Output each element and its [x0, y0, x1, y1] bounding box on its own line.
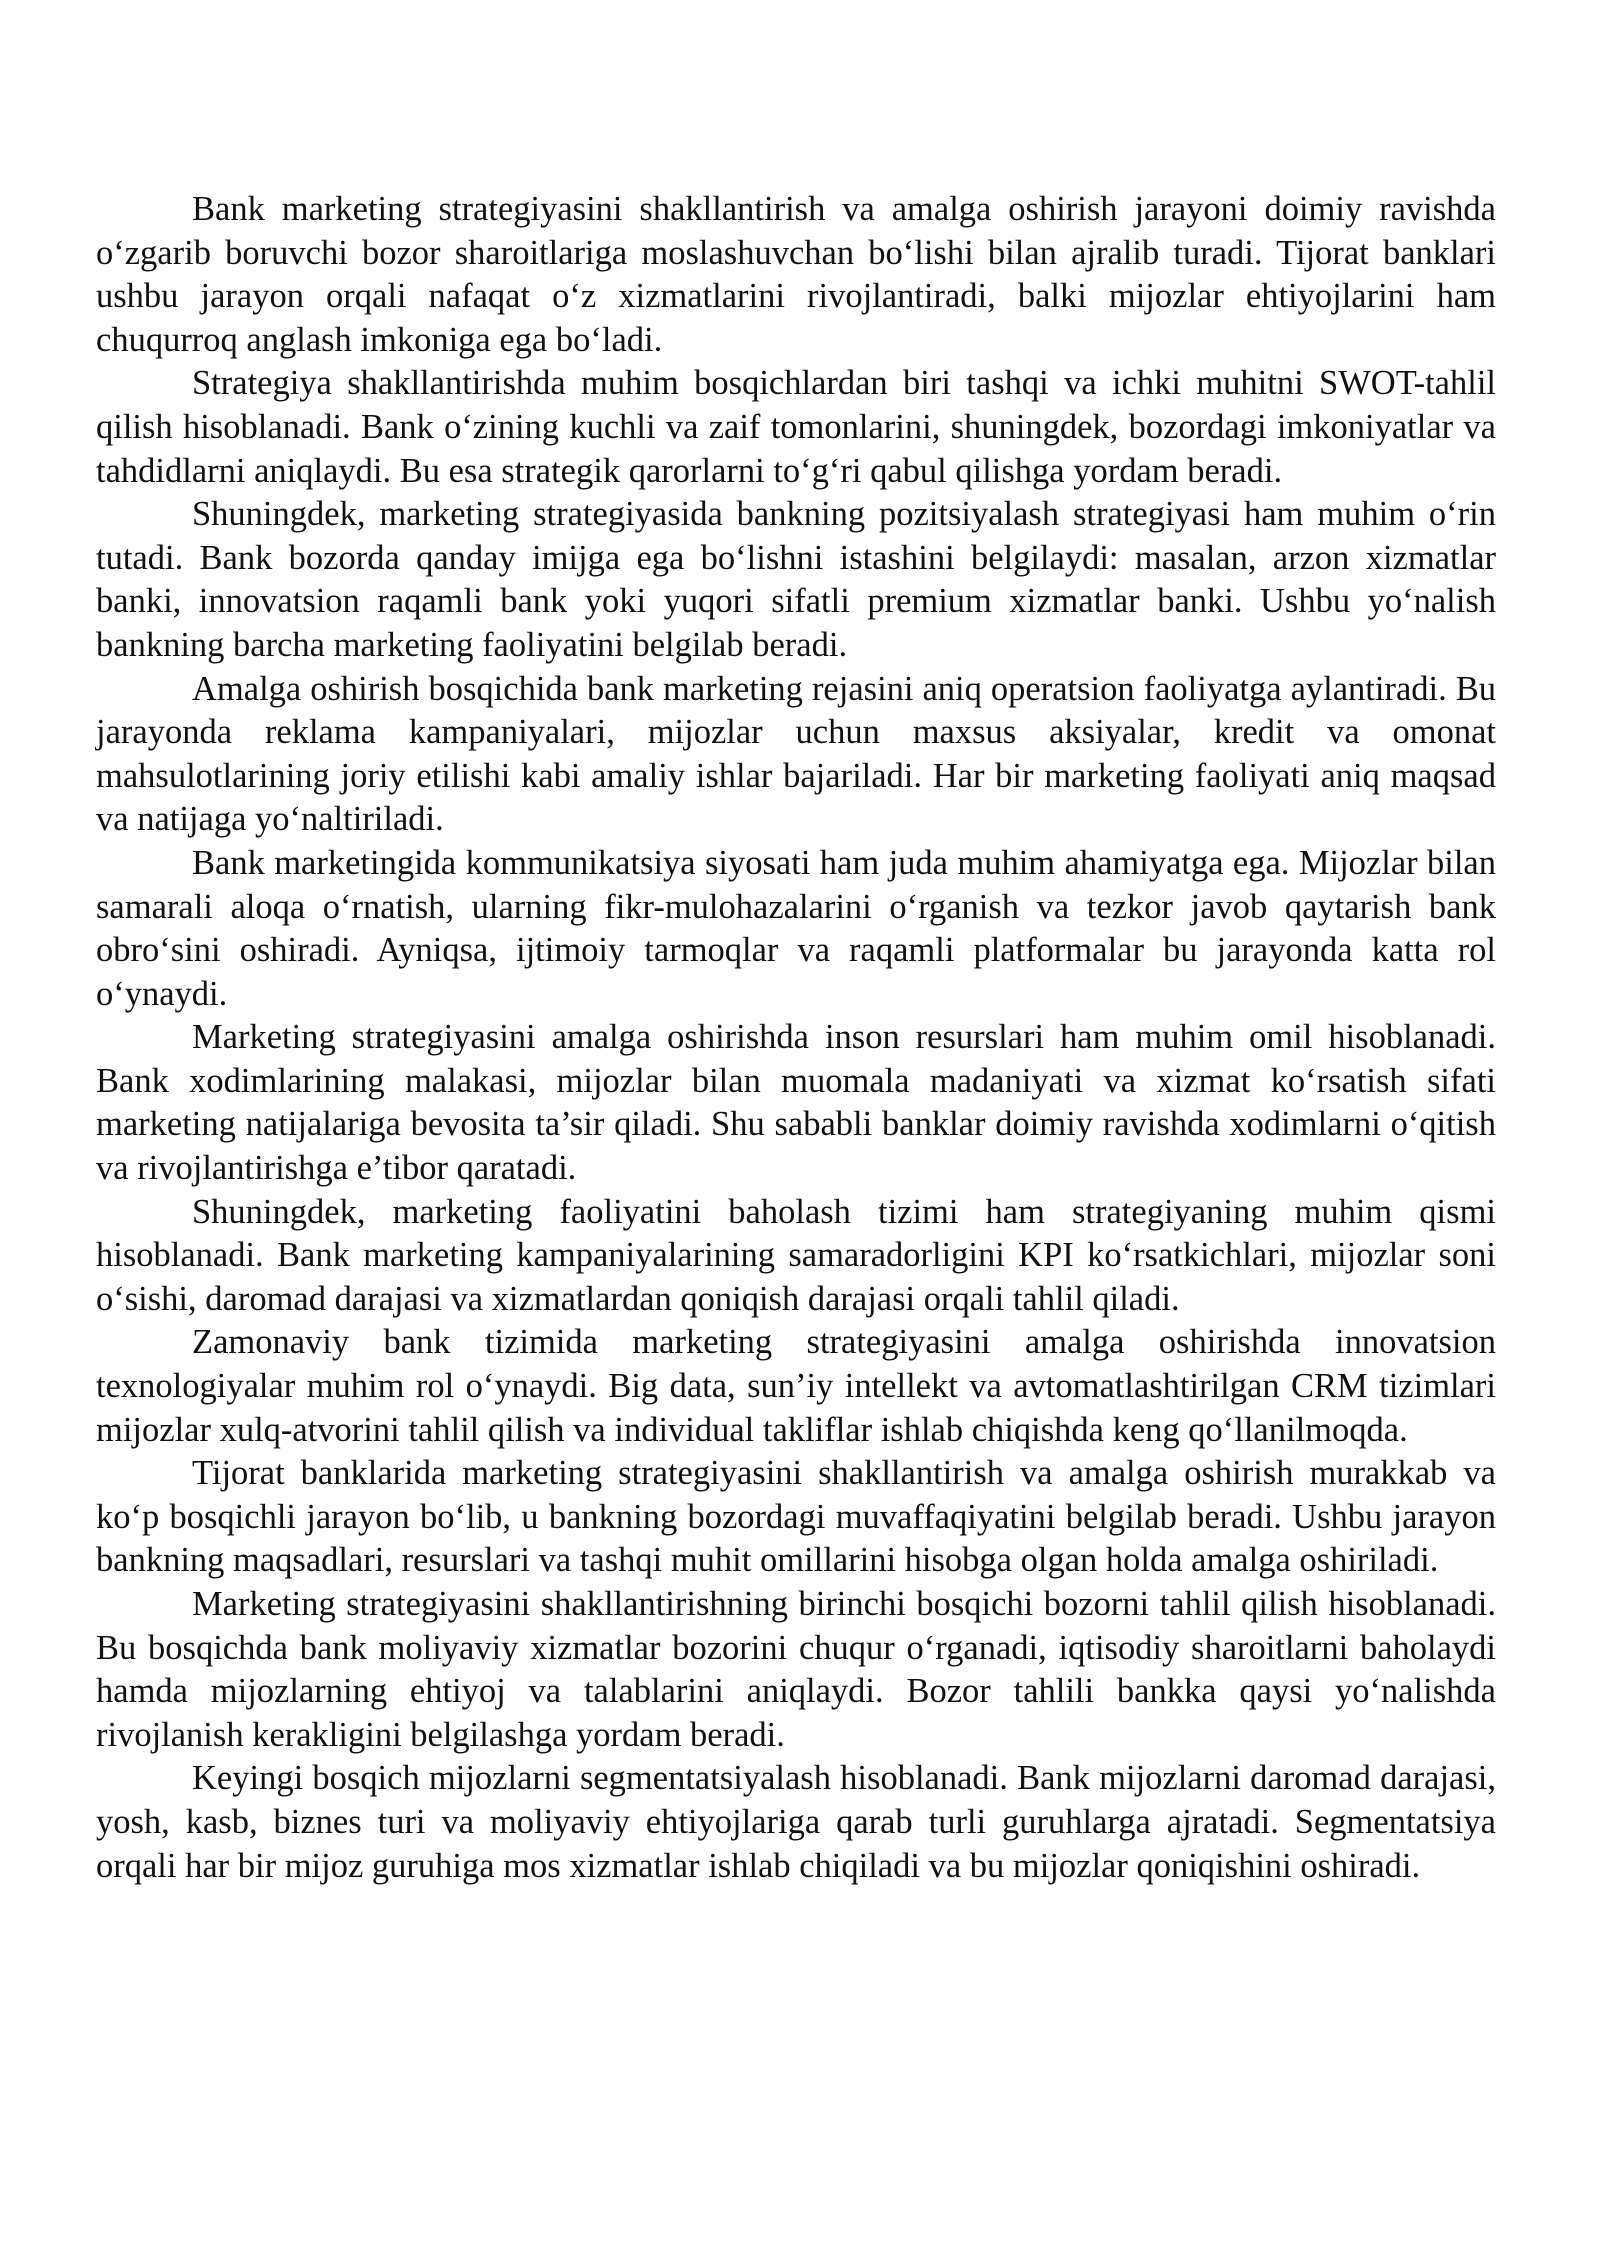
paragraph: Marketing strategiyasini amalga oshirishda inson resurslari ham muhim omil hisoblanadi. Bank xodimlarining malakasi, mijozlar bilan muomala madaniyati va xizmat ko‘rsatish sifati marketing natijalariga bevosita ta’sir qiladi. Shu sababli banklar doimiy ravishda xodimlarni o‘qitish va rivojlantirishga e’tibor qaratadi.	[96, 1018, 1496, 1188]
paragraph: Bank marketingida kommunikatsiya siyosati ham juda muhim ahamiyatga ega. Mijozlar bilan samarali aloqa o‘rnatish, ularning fikr-mulohazalarini o‘rganish va tezkor javob qaytarish bank obro‘sini oshiradi. Ayniqsa, ijtimoiy tarmoqlar va raqamli platformalar bu jarayonda katta rol o‘ynaydi.	[96, 843, 1496, 1013]
paragraph: Amalga oshirish bosqichida bank marketing rejasini aniq operatsion faoliyatga aylantiradi. Bu jarayonda reklama kampaniyalari, mijozlar uchun maxsus aksiyalar, kredit va omonat mahsulotlarining joriy etilishi kabi amaliy ishlar bajariladi. Har bir marketing faoliyati aniq maqsad va natijaga yo‘naltiriladi.	[96, 669, 1496, 839]
paragraph: Zamonaviy bank tizimida marketing strategiyasini amalga oshirishda innovatsion texnologiyalar muhim rol o‘ynaydi. Big data, sun’iy intellekt va avtomatlashtirilgan CRM tizimlari mijozlar xulq-atvorini tahlil qilish va individual takliflar ishlab chiqishda keng qo‘llanilmoqda.	[96, 1323, 1496, 1449]
paragraph: Tijorat banklarida marketing strategiyasini shakllantirish va amalga oshirish murakkab va ko‘p bosqichli jarayon bo‘lib, u bankning bozordagi muvaffaqiyatini belgilab beradi. Ushbu jarayon bankning maqsadlari, resurslari va tashqi muhit omillarini hisobga olgan holda amalga oshiriladi.	[96, 1454, 1496, 1580]
paragraph: Strategiya shakllantirishda muhim bosqichlardan biri tashqi va ichki muhitni SWOT-tahlil qilish hisoblanadi. Bank o‘zining kuchli va zaif tomonlarini, shuningdek, bozordagi imkoniyatlar va tahdidlarni aniqlaydi. Bu esa strategik qarorlarni to‘g‘ri qabul qilishga yordam beradi.	[96, 364, 1496, 490]
paragraph: Shuningdek, marketing strategiyasida bankning pozitsiyalash strategiyasi ham muhim o‘rin tutadi. Bank bozorda qanday imijga ega bo‘lishni istashini belgilaydi: masalan, arzon xizmatlar banki, innovatsion raqamli bank yoki yuqori sifatli premium xizmatlar banki. Ushbu yo‘nalish bankning barcha marketing faoliyatini belgilab beradi.	[96, 495, 1496, 664]
paragraph: Shuningdek, marketing faoliyatini baholash tizimi ham strategiyaning muhim qismi hisoblanadi. Bank marketing kampaniyalarining samaradorligini KPI ko‘rsatkichlari, mijozlar soni o‘sishi, daromad darajasi va xizmatlardan qoniqish darajasi orqali tahlil qiladi.	[96, 1192, 1496, 1318]
paragraph: Keyingi bosqich mijozlarni segmentatsiyalash hisoblanadi. Bank mijozlarni daromad darajasi, yosh, kasb, biznes turi va moliyaviy ehtiyojlariga qarab turli guruhlarga ajratadi. Segmentatsiya orqali har bir mijoz guruhiga mos xizmatlar ishlab chiqiladi va bu mijozlar qoniqishini oshiradi.	[96, 1759, 1496, 1885]
paragraph: Marketing strategiyasini shakllantirishning birinchi bosqichi bozorni tahlil qilish hisoblanadi. Bu bosqichda bank moliyaviy xizmatlar bozorini chuqur o‘rganadi, iqtisodiy sharoitlarni baholaydi hamda mijozlarning ehtiyoj va talablarini aniqlaydi. Bozor tahlili bankka qaysi yo‘nalishda rivojlanish kerakligini belgilashga yordam beradi.	[96, 1585, 1496, 1754]
paragraph: Bank marketing strategiyasini shakllantirish va amalga oshirish jarayoni doimiy ravishda o‘zgarib boruvchi bozor sharoitlariga moslashuvchan bo‘lishi bilan ajralib turadi. Tijorat banklari ushbu jarayon orqali nafaqat o‘z xizmatlarini rivojlantiradi, balki mijozlar ehtiyojlarini ham chuqurroq anglash imkoniga ega bo‘ladi.	[96, 190, 1496, 359]
document-page	[96, 188, 1496, 1888]
